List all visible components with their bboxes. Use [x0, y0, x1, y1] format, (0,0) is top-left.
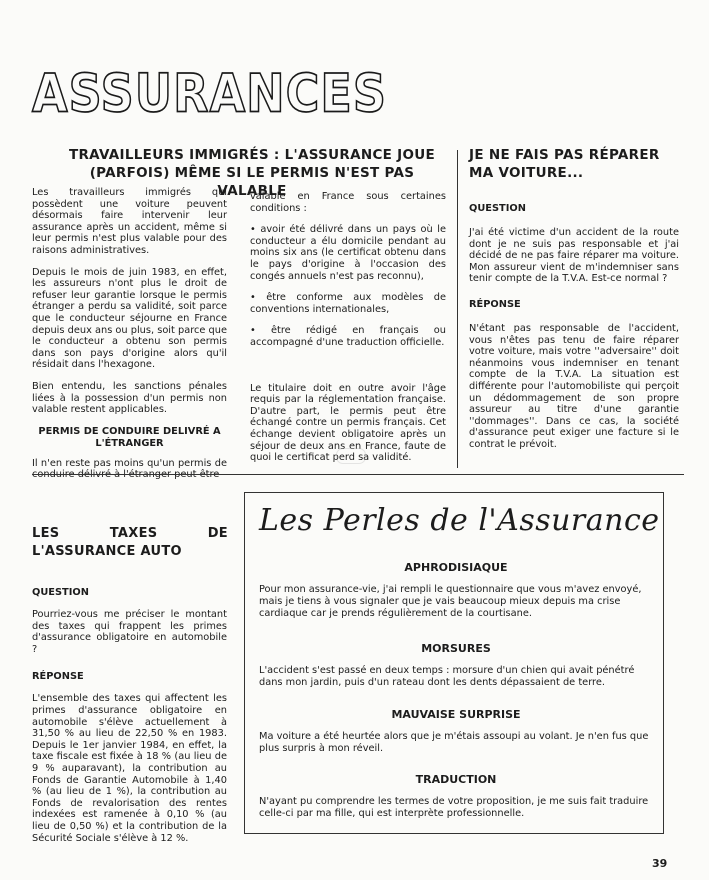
article1-col1-paragraph: Il n'en reste pas moins qu'un permis de — [32, 457, 227, 469]
perles-item-text: Ma voiture a été heurtée alors que je m'étais assoupi au volant. Je n'en fus que plus surpris à mon réveil. — [259, 731, 649, 754]
article2-title — [469, 146, 679, 182]
article2-title-line1: JE NE FAIS PAS RÉPARER — [469, 147, 660, 163]
article2-question-label: QUESTION — [469, 203, 526, 214]
article3-title-line2: L'ASSURANCE AUTO — [32, 544, 182, 559]
article2-title-line2: MA VOITURE... — [469, 165, 584, 181]
perles-item-heading: MORSURES — [421, 642, 491, 655]
article1-subhead: PERMIS DE CONDUIRE DELIVRÉ A L'ÉTRANGER — [38, 425, 221, 449]
article3-question-label: QUESTION — [32, 587, 89, 598]
article3-body — [32, 587, 227, 854]
perles-title: Les Perles de l'Assurance — [259, 503, 660, 538]
article1-col1 — [32, 187, 227, 491]
masthead: ASSURANCES — [32, 62, 387, 125]
perles-item — [259, 561, 653, 620]
perles-item-heading: MAUVAISE SURPRISE — [391, 708, 521, 721]
article2-body — [469, 203, 679, 461]
section-divider — [32, 474, 684, 475]
article3-response-label: RÉPONSE — [32, 671, 84, 683]
article3-title-line1: LES TAXES DE — [32, 526, 228, 541]
article1-col1-paragraph: Les travailleurs immigrés qui possèdent une voiture peuvent désormais faire intervenir leur assurance après un accident, même si leur permis n'est plus valable pour des raisons administratives. — [32, 187, 227, 256]
stamp-mark — [336, 448, 366, 464]
perles-item-text: N'ayant pu comprendre les termes de votre proposition, je me suis fait traduire celle-ci par ma fille, qui est interprète professionnelle. — [259, 796, 649, 819]
article1-col2-paragraph: • être rédigé en français ou accompagné d'une traduction officielle. — [250, 325, 446, 348]
article1-col2-paragraph: • avoir été délivré dans un pays où le conducteur a élu domicile pendant au moins six ans (le certificat obtenu dans le pays d'origine à l'occasion des congés annuels n'est pas reconnu), — [250, 224, 446, 282]
article1-title-line2: (PARFOIS) MÊME SI LE PERMIS N'EST PAS VALABLE — [89, 165, 415, 199]
article1-col2-paragraph: Le titulaire doit en outre avoir l'âge requis par la réglementation française. D'autre part, le permis peut être échangé contre un permis français. Cet échange devient obligatoire après un séjour de deux ans en France, faute de quoi le certificat perd sa validité. — [250, 382, 446, 464]
article3-response-text: L'ensemble des taxes qui affectent les primes d'assurance obligatoire en automobile s'élève actuellement à 31,50 % au lieu de 22,50 % en 1983. Depuis le 1er janvier 1984, en effet, la taxe fiscale est fixée à 18 % (au lieu de 9 % auparavant), la contribution au Fonds de Garantie Automobile à 1,40 % (au lieu de 1 %), la contribution au Fonds de revalorisation des rentes indexées est ramenée à 0,10 % (au lieu de 0,50 %) et la contribution de la Sécurité Sociale s'élève à 12 %. — [32, 693, 227, 844]
article2-response-label: RÉPONSE — [469, 298, 521, 310]
article1-col1-paragraph: Bien entendu, les sanctions pénales liées à la possession d'un permis non valable restent applicables. — [32, 380, 227, 416]
perles-item-heading: APHRODISIAQUE — [404, 561, 508, 574]
perles-item — [259, 773, 653, 820]
perles-item — [259, 642, 653, 689]
article1-col2 — [250, 191, 446, 474]
perles-item-text: Pour mon assurance-vie, j'ai rempli le questionnaire que vous m'avez envoyé, mais je tiens à vous signaler que je vais beaucoup mieux depuis ma crise cardiaque car je prends régulièrement de la courtisane. — [259, 584, 642, 619]
column-divider — [457, 150, 458, 468]
article1-col1-paragraph: Depuis le mois de juin 1983, en effet, les assureurs n'ont plus le droit de refuser leur garantie lorsque le permis étranger a perdu sa validité, soit parce que le conducteur séjourne en France depuis deux ans ou plus, soit parce que le conducteur a obtenu son permis dans son pays d'origine alors qu'il résidait dans l'hexagone. — [32, 266, 228, 371]
article1-col2-paragraph: valable en France sous certaines conditions : — [250, 191, 446, 214]
perles-item-heading: TRADUCTION — [415, 773, 497, 786]
article3-title — [32, 525, 228, 561]
article3-question-text: Pourriez-vous me préciser le montant des taxes qui frappent les primes d'assurance obligatoire en automobile ? — [32, 609, 227, 655]
perles-item-text: L'accident s'est passé en deux temps : morsure d'un chien qui avait pénétré dans mon jardin, puis d'un rateau dont les dents dépassaient de terre. — [259, 665, 635, 688]
article1-col2-paragraph: • être conforme aux modèles de conventions internationales, — [250, 292, 446, 315]
page-number: 39 — [652, 857, 668, 870]
article2-response-text: N'étant pas responsable de l'accident, vous n'êtes pas tenu de faire réparer votre voiture, mais votre ''adversaire'' doit néanmoins vous indemniser en tenant compte de la T.V.A. La situation est différente pour l'automobiliste qui perçoit un dédommagement de son propre assureur au titre d'une garantie ''dommages''. Dans ce cas, la société d'assurance peut exiger une facture si le contrat le prévoit. — [469, 322, 679, 450]
article1-title-line1: TRAVAILLEURS IMMIGRÉS : L'ASSURANCE JOUE — [68, 147, 436, 163]
perles-item — [259, 708, 653, 755]
perles-box — [244, 492, 664, 834]
article2-question-text: J'ai été victime d'un accident de la route dont je ne suis pas responsable et j'ai décidé de ne pas faire réparer ma voiture. Mon assureur vient de m'indemniser sans tenir compte de la T.V.A. Est-ce normal ? — [469, 227, 679, 285]
